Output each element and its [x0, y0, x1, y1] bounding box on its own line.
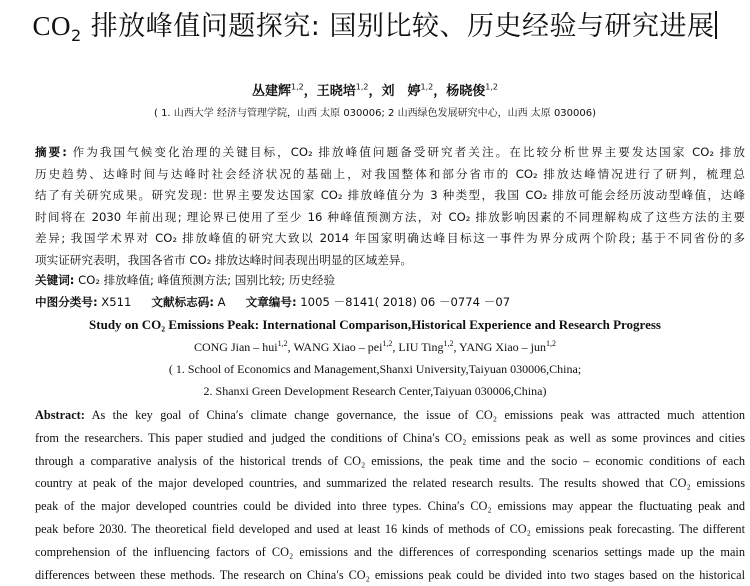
author-name: 丛建辉: [251, 84, 291, 99]
doc-code-label: 文献标志码:: [151, 295, 214, 309]
abstract-en-line: Abstract: As the key goal of China′s climate change governance, the issue of CO₂ emissions peak was attracted much attention: [35, 408, 745, 422]
title-co2-subscript: 2: [71, 26, 82, 45]
abstract-cn-line: 摘要: 作为我国气候变化治理的关键目标，CO₂ 排放峰值问题备受研究者关注。在比较分析世界主要发达国家 CO₂ 排放: [35, 145, 745, 159]
abstract-en-line: comprehension of the influencing factors of CO₂ emissions and the differences of corresponding scenarios settings made up the main: [35, 544, 745, 559]
author-affil-mark: 1,2: [546, 339, 557, 348]
keywords-cn: [35, 272, 335, 288]
abstract-cn-line: 历史趋势、达峰时间与达峰时社会经济状况的基础上，对我国整体和部分省市的 CO₂ 排放达峰情况进行了研判，梳理总: [35, 166, 745, 181]
author-affil-mark: 1,2: [355, 82, 369, 92]
paper-title: [0, 4, 750, 45]
abstract-en-line: from the researchers. This paper studied and judged the conditions of China′s CO₂ emissions peak as well as some provinces and cities: [35, 430, 745, 445]
abstract-cn: [35, 142, 745, 271]
abstract-en-line: peak before 2030. The theoretical field developed and used at least 16 kinds of methods of CO₂ emissions peak forecasting. The different: [35, 521, 745, 536]
abstract-cn-line: 项实证研究表明，我国各省市 CO₂ 排放达峰时间表现出明显的区域差异。: [35, 252, 413, 267]
authors-cn: 丛建辉$^{1,2}$，王晓培$^{1,2}$，刘 婷$^{1,2}$，杨晓俊$^{1,2}$: [251, 82, 499, 99]
title-text: 排放峰值问题探究: 国别比较、历史经验与研究进展: [81, 11, 715, 42]
keywords-value: CO₂ 排放峰值; 峰值预测方法; 国别比较; 历史经验: [74, 273, 336, 287]
text-cursor: [715, 11, 717, 39]
clc-value: X511: [97, 295, 132, 309]
authors-en: CONG Jian – hui$^{1,2}$, WANG Xiao – pei$^{1,2}$, LIU Ting$^{1,2}$, YANG Xiao – jun$^{1,2}$: [193, 339, 557, 354]
abstract-en: [35, 404, 745, 586]
author-name: 杨晓俊: [446, 84, 486, 99]
keywords-label: 关键词:: [35, 273, 75, 287]
author-name: 刘 婷: [381, 84, 421, 99]
author-affil-mark: 1,2: [443, 339, 454, 348]
author-affil-mark: 1,2: [277, 339, 288, 348]
article-number-value: 1005 －8141( 2018) 06 －0774 －07: [296, 295, 511, 309]
abstract-en-label: Abstract:: [35, 408, 85, 422]
author-affil-mark: 1,2: [290, 82, 304, 92]
affiliation-en-2: 2. Shanxi Green Development Research Center,Taiyuan 030006,China): [203, 384, 547, 398]
article-number-label: 文章编号:: [245, 295, 297, 309]
english-title: Study on CO₂ Emissions Peak: International Comparison,Historical Experience and Research Progress: [89, 317, 661, 332]
abstract-en-line: peak of the major developed countries could be divided into three types. China′s CO₂ emissions may appear the fluctuating peak and: [35, 499, 745, 514]
abstract-en-line: through a comparative analysis of the historical trends of CO₂ emissions, the peak time and the socio – economic conditions of each: [35, 453, 745, 468]
abstract-cn-label: 摘要:: [35, 145, 67, 159]
author-name-en: CONG Jian – hui: [193, 340, 278, 354]
author-affil-mark: 1,2: [485, 82, 499, 92]
doc-code-value: A: [213, 295, 226, 309]
author-name-en: WANG Xiao – pei: [293, 340, 383, 354]
affiliation-en-1: ( 1. School of Economics and Management,Shanxi University,Taiyuan 030006,China;: [168, 362, 582, 376]
author-affil-mark: 1,2: [382, 339, 393, 348]
abstract-cn-line: 差异; 我国学术界对 CO₂ 排放峰值的研究大致以 2014 年国家明确达峰目标这一事件为界分成两个阶段; 基于不同省份的多: [35, 231, 745, 245]
affiliation-cn: ( 1. 山西大学 经济与管理学院，山西 太原 030006; 2 山西绿色发展研究中心，山西 太原 030006): [153, 108, 597, 119]
abstract-cn-line: 结了有关研究成果。研究发现: 世界主要发达国家 CO₂ 排放峰值分为 3 种类型，我国 CO₂ 排放可能会经历波动型峰值，达峰: [35, 188, 745, 202]
abstract-cn-line: 时间将在 2030 年前出现; 理论界已使用了至少 16 种峰值预测方法，对 CO₂ 排放影响因素的不同理解构成了这些方法的主要: [35, 209, 745, 224]
abstract-en-line: differences between these methods. The research on China′s CO₂ emissions peak could be divided into two stages based on the historical: [35, 567, 745, 582]
author-name-en: LIU Ting: [398, 340, 444, 354]
title-co2: CO: [32, 11, 72, 41]
classification-meta: [35, 294, 510, 310]
author-affil-mark: 1,2: [420, 82, 434, 92]
author-name-en: YANG Xiao – jun: [459, 340, 547, 354]
author-name: 王晓培: [316, 84, 356, 99]
clc-label: 中图分类号:: [35, 295, 98, 309]
abstract-en-line: country at peak of the major developed countries, and summarized the related research results. The results showed that CO₂ emissions: [35, 476, 745, 491]
